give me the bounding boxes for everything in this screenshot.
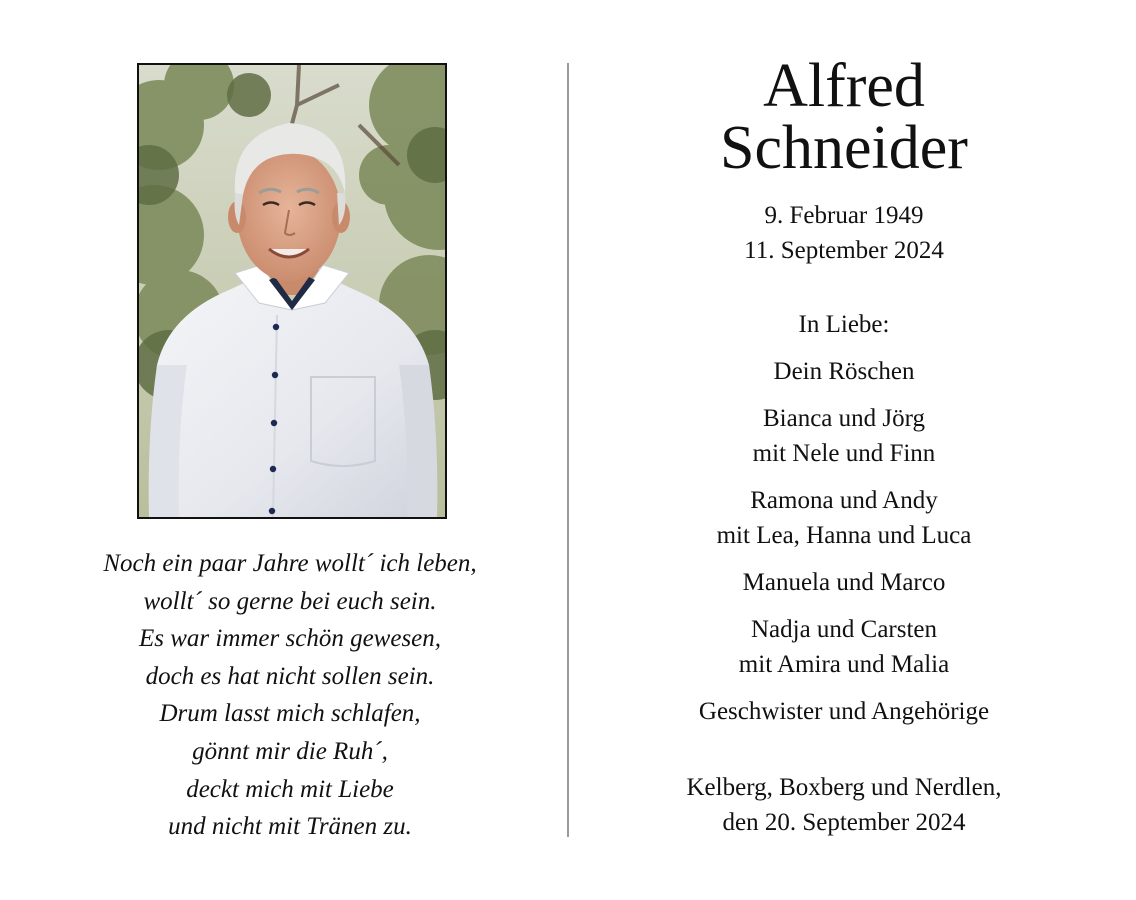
mourner-line: Bianca und Jörg: [762, 405, 925, 432]
poem-line: doch es hat nicht sollen sein.: [145, 662, 435, 690]
mourner-line: Nadja und Carsten: [750, 616, 938, 643]
mourner-line: Ramona und Andy: [750, 487, 938, 514]
life-dates: [594, 198, 1094, 268]
poem-line: deckt mich mit Liebe: [186, 775, 394, 803]
poem-line: wollt´ so gerne bei euch sein.: [143, 587, 437, 615]
mourner-group: [594, 354, 1094, 389]
mourner-line: Geschwister und Angehörige: [698, 698, 990, 725]
mourners-intro: In Liebe:: [798, 311, 890, 338]
poem-line: Drum lasst mich schlafen,: [159, 700, 421, 728]
portrait-icon: [139, 65, 445, 517]
last-name: Schneider: [720, 114, 968, 182]
death-date: 11. September 2024: [744, 237, 944, 264]
mourners-list: [594, 307, 1094, 741]
mourner-group: [594, 565, 1094, 600]
mourner-group: [594, 694, 1094, 729]
poem: [40, 545, 540, 846]
mourner-line: Manuela und Marco: [742, 569, 946, 596]
mourner-group: [594, 401, 1094, 471]
portrait-photo: [137, 63, 447, 519]
mourner-line: Dein Röschen: [773, 358, 915, 385]
birth-date: 9. Februar 1949: [764, 202, 924, 229]
poem-line: und nicht mit Tränen zu.: [168, 813, 412, 841]
place-date: [594, 770, 1094, 840]
divider: [567, 63, 569, 837]
place-line: Kelberg, Boxberg und Nerdlen,: [686, 774, 1002, 801]
mourner-line: mit Lea, Hanna und Luca: [716, 522, 972, 549]
poem-line: gönnt mir die Ruh´,: [192, 737, 388, 765]
mourner-line: mit Nele und Finn: [752, 440, 936, 467]
date-line: den 20. September 2024: [722, 809, 966, 836]
poem-line: Es war immer schön gewesen,: [138, 625, 442, 653]
mourner-group: [594, 612, 1094, 682]
first-name: Alfred: [763, 52, 925, 120]
mourner-group: [594, 483, 1094, 553]
deceased-name: [594, 52, 1094, 182]
poem-line: Noch ein paar Jahre wollt´ ich leben,: [103, 550, 477, 577]
mourner-line: mit Amira und Malia: [738, 651, 950, 678]
